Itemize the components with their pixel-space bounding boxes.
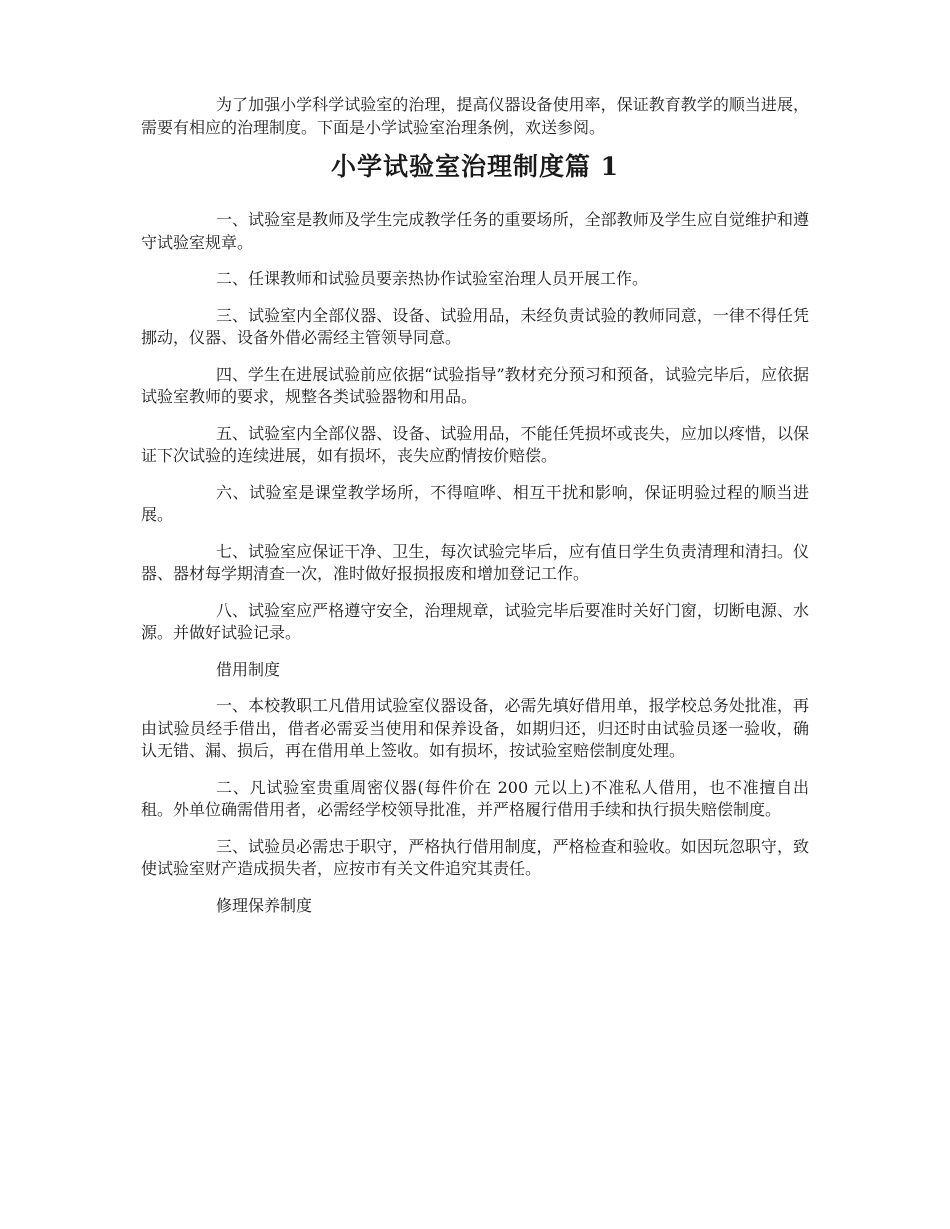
rule-paragraph-7: 七、试验室应保证干净、卫生，每次试验完毕后，应有值日学生负责清理和清扫。仪器、器材每学期清查一次，准时做好报损报废和增加登记工作。	[141, 541, 809, 583]
borrow-rule-paragraph-2: 二、凡试验室贵重周密仪器(每件价在 200 元以上)不准私人借用，也不准擅自出租。外单位确需借用者，必需经学校领导批准，并严格履行借用手续和执行损失赔偿制度。	[141, 777, 809, 819]
rule-paragraph-5: 五、试验室内全部仪器、设备、试验用品，不能任凭损坏或丧失，应加以疼惜，以保证下次试验的连续进展，如有损坏，丧失应酌情按价赔偿。	[141, 423, 809, 465]
borrow-rule-paragraph-3: 三、试验员必需忠于职守，严格执行借用制度，严格检查和验收。如因玩忽职守，致使试验室财产造成损失者，应按市有关文件追究其责任。	[141, 836, 809, 878]
rule-paragraph-1: 一、试验室是教师及学生完成教学任务的重要场所，全部教师及学生应自觉维护和遵守试验室规章。	[141, 210, 809, 252]
rule-paragraph-8: 八、试验室应严格遵守安全，治理规章，试验完毕后要准时关好门窗，切断电源、水源。并做好试验记录。	[141, 600, 809, 642]
rule-paragraph-2: 二、任课教师和试验员要亲热协作试验室治理人员开展工作。	[216, 269, 649, 288]
rule-paragraph-6: 六、试验室是课堂教学场所，不得喧哗、相互干扰和影响，保证明验过程的顺当进展。	[141, 482, 809, 524]
repair-section-heading: 修理保养制度	[216, 895, 313, 915]
rule-paragraph-4: 四、学生在进展试验前应依据“试验指导”教材充分预习和预备，试验完毕后，应依据试验室教师的要求，规整各类试验器物和用品。	[141, 364, 809, 406]
rule-paragraph-3: 三、试验室内全部仪器、设备、试验用品，未经负责试验的教师同意，一律不得任凭挪动，仪器、设备外借必需经主管领导同意。	[141, 305, 809, 347]
intro-paragraph: 为了加强小学科学试验室的治理，提高仪器设备使用率，保证教育教学的顺当进展，需要有相应的治理制度。下面是小学试验室治理条例，欢送参阅。	[141, 95, 809, 137]
borrow-rule-paragraph-1: 一、本校教职工凡借用试验室仪器设备，必需先填好借用单，报学校总务处批准，再由试验员经手借出，借者必需妥当使用和保养设备，如期归还，归还时由试验员逐一验收，确认无错、漏、损后，再在借用单上签收。如有损坏，按试验室赔偿制度处理。	[141, 696, 809, 760]
borrow-section-heading: 借用制度	[216, 659, 281, 679]
page-title: 小学试验室治理制度篇 1	[330, 152, 620, 181]
document-page	[141, 94, 809, 931]
